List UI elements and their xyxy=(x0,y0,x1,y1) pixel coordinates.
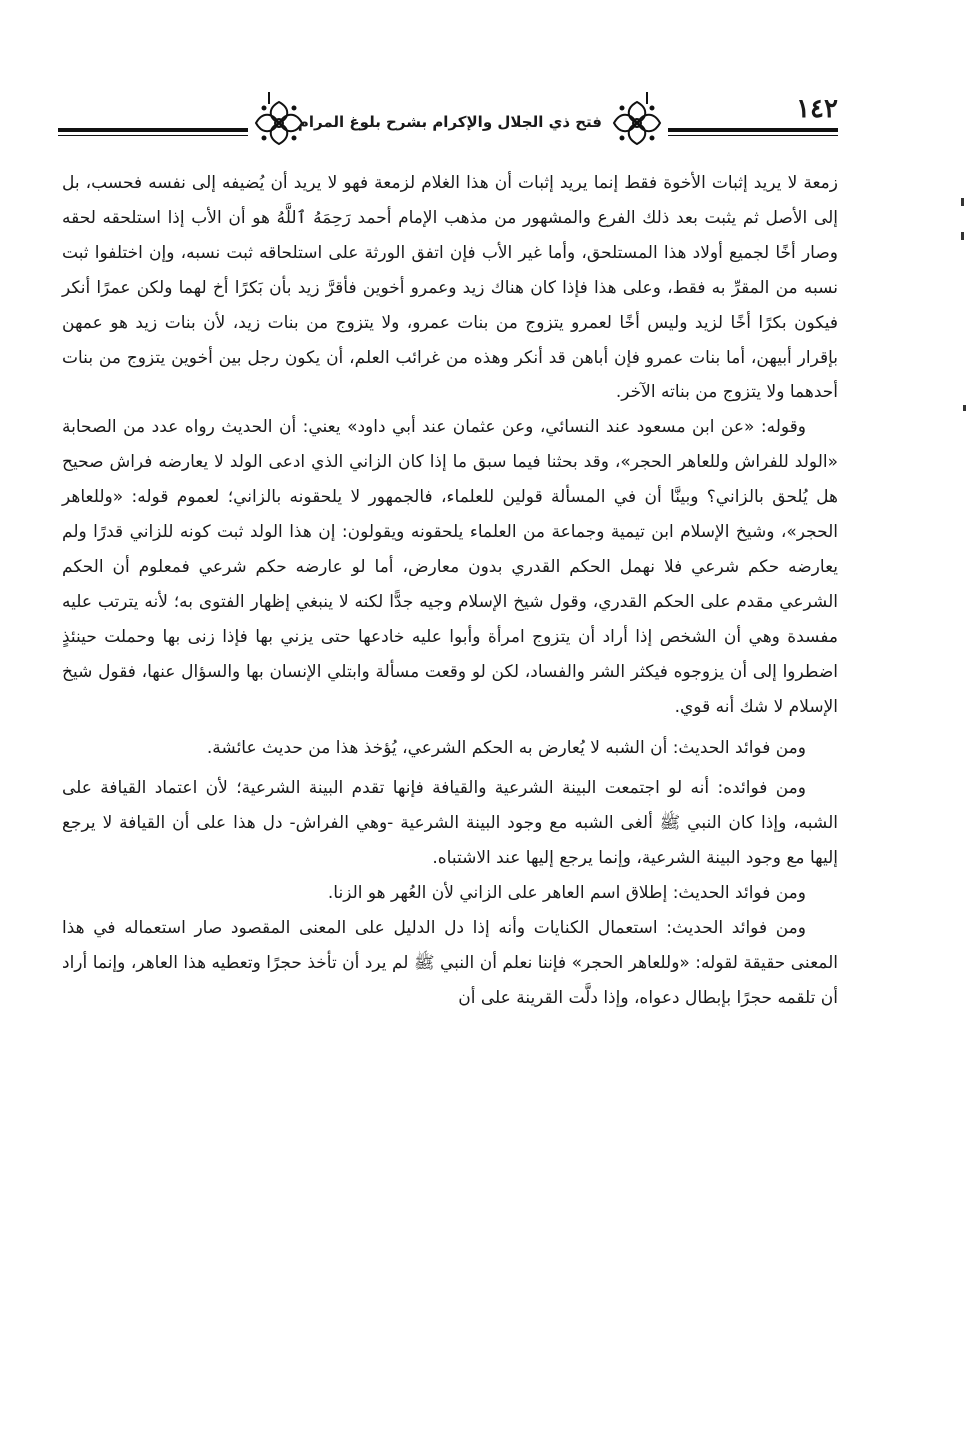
paragraph-benefit-evidence: ومن فوائده: أنه لو اجتمعت البينة الشرعية والقيافة فإنها تقدم البينة الشرعية؛ لأن اعتماد القيافة على الشبه، وإذا كان النبي ﷺ ألغى الشبه مع وجود البينة الشرعية -وهي الفراش- دل هذا على أن القيافة لا يرجع إليها مع وجود البينة الشرعية، وإنما يرجع إليها عند الاشتباه. xyxy=(62,778,838,869)
paragraph-benefit-resemblance: ومن فوائد الحديث: أن الشبه لا يُعارض به الحكم الشرعي، يُؤخذ هذا من حديث عائشة. xyxy=(206,737,806,758)
body-text xyxy=(62,166,838,1016)
book-title: فتح ذي الجلال والإكرام بشرح بلوغ المرام xyxy=(297,113,602,131)
paragraph-benefit-metonymy: ومن فوائد الحديث: استعمال الكنايات وأنه إذا دل الدليل على المعنى المقصود صار استعماله في هذا المعنى حقيقة لقوله: «وللعاهر الحجر» فإننا نعلم أن النبي ﷺ لم يرد أن تأخذ حجرًا وتعطيه هذا العاهر، وإنما أراد أن تلقمه حجرًا بإبطال دعواه، وإذا دلَّت القرينة على أن xyxy=(62,918,838,1008)
margin-scan-mark xyxy=(961,232,964,240)
title-cartouche xyxy=(248,92,668,152)
paragraph-hadith-narrators: وقوله: «عن ابن مسعود عند النسائي، وعن عثمان عند أبي داود» يعني: أن الحديث رواه عدد من الصحابة «الولد للفراش وللعاهر الحجر»، وقد بحثنا فيما سبق ما إذا كان الزاني الذي ادعى الولد لا يعارضه فراش صحيح هل يُلحق بالزاني؟ وبينَّا أن في المسألة قولين للعلماء، فالجمهور لا يلحقونه بالزاني؛ لعموم قوله: «وللعاهر الحجر»، وشيخ الإسلام ابن تيمية وجماعة من العلماء يلحقونه ويقولون: إن هذا الولد ثبت كونه للزاني قدرًا ولم يعارضه حكم شرعي فلا نهمل الحكم القدري بدون معارض، أما لو عارضه حكم شرعي فمعلوم أن الحكم الشرعي مقدم على الحكم القدري، وقول شيخ الإسلام وجيه جدًّا لكنه لا ينبغي إظهار الفتوى به؛ لأنه يترتب عليه مفسدة وهي أن الشخص إذا أراد أن يتزوج امرأة وأبوا عليه خادعها حتى يزني بها فإذا زنى بها وحملت حينئذٍ اضطروا إلى أن يزوجوه فيكثر الشر والفساد، لكن لو وقعت مسألة وابتلي الإنسان بها والسؤال عنها، فقول شيخ الإسلام لا شك أنه قوي. xyxy=(62,417,838,717)
paragraph-continuation: زمعة لا يريد إثبات الأخوة فقط إنما يريد إثبات أن هذا الغلام لزمعة فهو لا يريد أن يُضيفه إلى نفسه فحسب، بل إلى الأصل ثم يثبت بعد ذلك الفرع والمشهور من مذهب الإمام أحمد رَحِمَهُ ٱللَّهُ هو أن الأب إذا استلحقه لحقه وصار أخًا لجميع أولاد هذا المستلحق، وأما غير الأب فإن اتفق الورثة على استلحاقه ثبت نسبه، وإن اختلفوا ثبت نسبه من المقرِّ به فقط، وعلى هذا فإذا كان هناك زيد وعمرو أخوين فأقرَّ زيد بأن بَكرًا أخ لهما ولكن عمرًا أنكر فيكون بكرًا أخًا لزيد وليس أخًا لعمرو يتزوج من بنات عمرو، ولا يتزوج من بنات زيد، لأن بنات زيد هو عمهن بإقرار أبيهن، أما بنات عمرو فإن أباهن قد أنكر وهذه من غرائب العلم، أن يكون رجل بين أخوين يتزوج من بنات أحدهما ولا يتزوج من بناته الآخر. xyxy=(62,173,838,403)
page-number: ١٤٢ xyxy=(796,94,838,124)
floral-ornament-icon xyxy=(610,98,664,148)
margin-scan-mark xyxy=(963,405,966,411)
paragraph-benefit-term: ومن فوائد الحديث: إطلاق اسم العاهر على الزاني لأن العُهر هو الزنا. xyxy=(327,883,806,904)
margin-scan-mark xyxy=(961,198,964,206)
running-header xyxy=(58,92,838,154)
